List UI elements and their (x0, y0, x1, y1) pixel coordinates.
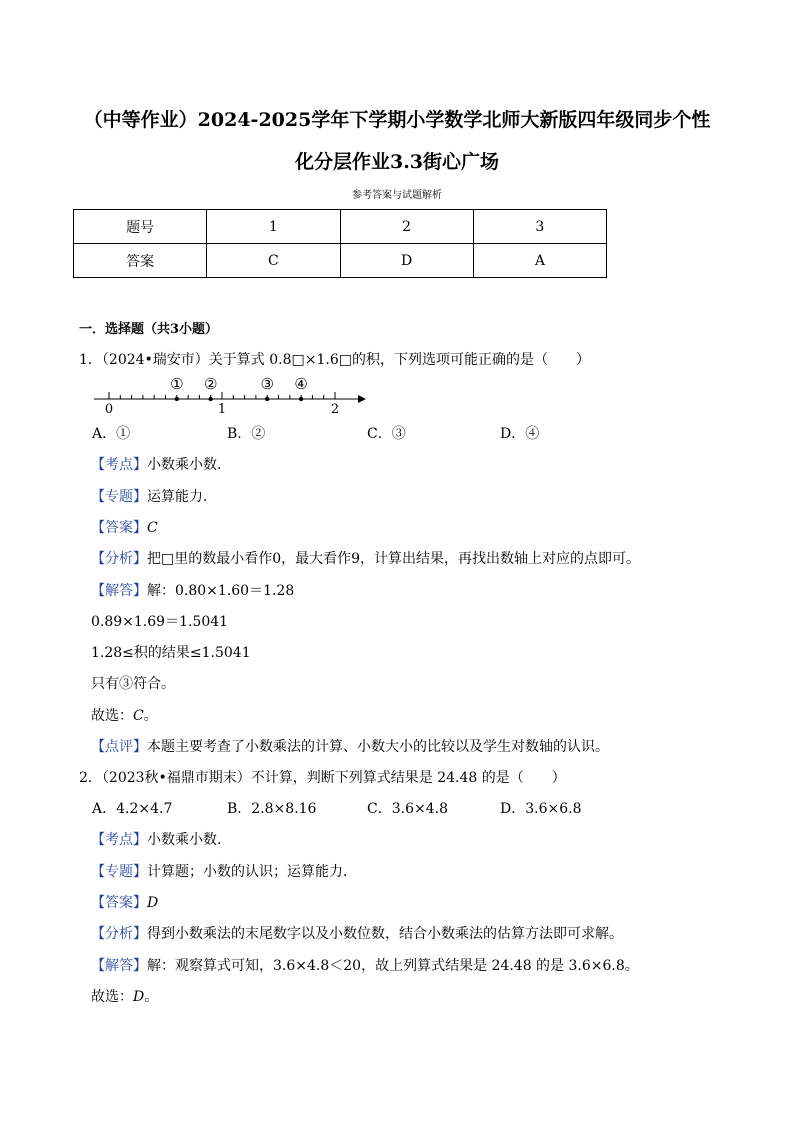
page-title-line-1: （中等作业）2024-2025学年下学期小学数学北师大新版四年级同步个性 (83, 109, 711, 131)
tag-label: 【点评】 (91, 739, 147, 755)
q1-option-a: A．① (92, 426, 131, 442)
kaodian-text: 小数乘小数． (147, 832, 231, 848)
tag-label: 【答案】 (91, 895, 147, 911)
answer-value: C (147, 520, 158, 536)
answer-table-answer-row (74, 244, 607, 278)
q2-fenxi (91, 923, 623, 943)
dianping-text: 本题主要考查了小数乘法的计算、小数大小的比较以及学生对数轴的认识。 (147, 739, 609, 755)
point-marker (175, 397, 179, 401)
q1-dianping (91, 736, 609, 756)
choice-suffix: 。 (143, 708, 158, 724)
q2-choice (91, 986, 158, 1006)
zhuanti-text: 运算能力． (147, 489, 217, 505)
choice-value: D (133, 989, 145, 1005)
q1-working-line: 1.28≤积的结果≤1.5041 (91, 645, 251, 661)
tag-label: 【分析】 (91, 551, 147, 567)
jieda-text: 解：观察算式可知，3.6×4.8＜20，故上列算式结果是 24.48 的是 3.6×6.8。 (147, 958, 639, 974)
q2-option-b: B．2.8×8.16 (227, 801, 317, 817)
choice-prefix: 故选： (91, 989, 133, 1005)
subtitle: 参考答案与试题解析 (352, 190, 442, 201)
tick-label: 2 (330, 402, 340, 416)
choice-prefix: 故选： (91, 708, 133, 724)
question-2-stem: 2．（2023秋•福鼎市期末）不计算，判断下列算式结果是 24.48 的是（ ） (79, 770, 566, 786)
tag-label: 【解答】 (91, 958, 147, 974)
table-cell: D (340, 244, 473, 278)
section-heading: 一．选择题（共3小题） (79, 322, 219, 337)
q2-option-d: D．3.6×6.8 (500, 801, 582, 817)
q1-zhuanti (91, 486, 217, 506)
q2-option-c: C．3.6×4.8 (367, 801, 448, 817)
table-cell: 答案 (74, 244, 207, 278)
number-line (90, 372, 380, 416)
tag-label: 【解答】 (91, 583, 147, 599)
tag-label: 【专题】 (91, 864, 147, 880)
q2-zhuanti (91, 861, 357, 881)
q1-option-b: B．② (227, 426, 266, 442)
page-title-line-2: 化分层作业3.3街心广场 (294, 151, 500, 173)
point-marker (209, 397, 213, 401)
choice-suffix: 。 (144, 989, 159, 1005)
table-cell: 2 (340, 210, 473, 244)
table-cell: 题号 (74, 210, 207, 244)
point-label: ④ (294, 375, 308, 393)
tag-label: 【专题】 (91, 489, 147, 505)
tick-label: 0 (104, 402, 114, 416)
point-label: ③ (260, 375, 274, 393)
point-label: ① (170, 375, 184, 393)
answer-value: D (147, 895, 159, 911)
q1-kaodian (91, 454, 231, 474)
q1-option-c: C．③ (367, 426, 406, 442)
table-cell: A (473, 244, 606, 278)
fenxi-text: 把□里的数最小看作0，最大看作9，计算出结果，再找出数轴上对应的点即可。 (147, 551, 641, 567)
answer-table (73, 209, 607, 278)
q2-answer (91, 892, 158, 912)
point-marker (265, 397, 269, 401)
tick-label: 1 (217, 402, 227, 416)
kaodian-text: 小数乘小数． (147, 457, 231, 473)
question-1-stem: 1．（2024•瑞安市）关于算式 0.8□×1.6□的积，下列选项可能正确的是（ ） (79, 352, 590, 368)
q2-kaodian (91, 829, 231, 849)
point-marker (299, 397, 303, 401)
choice-value: C (133, 708, 144, 724)
q2-option-a: A．4.2×4.7 (92, 801, 173, 817)
table-cell: 3 (473, 210, 606, 244)
q1-fenxi (91, 548, 640, 568)
q1-working-line: 只有③符合。 (91, 676, 175, 692)
table-cell: 1 (207, 210, 340, 244)
tag-label: 【分析】 (91, 926, 147, 942)
tag-label: 【考点】 (91, 832, 147, 848)
fenxi-text: 得到小数乘法的末尾数字以及小数位数，结合小数乘法的估算方法即可求解。 (147, 926, 623, 942)
q1-working-line: 0.89×1.69＝1.5041 (91, 614, 229, 630)
q1-jieda (91, 580, 294, 600)
q1-option-d: D．④ (500, 426, 540, 442)
table-cell: C (207, 244, 340, 278)
tag-label: 【考点】 (91, 457, 147, 473)
tag-label: 【答案】 (91, 520, 147, 536)
q1-choice (91, 705, 158, 725)
point-label: ② (203, 375, 218, 393)
answer-table-header-row (74, 210, 607, 244)
zhuanti-text: 计算题；小数的认识；运算能力． (147, 864, 357, 880)
q2-jieda (91, 955, 639, 975)
jieda-text: 解：0.80×1.60＝1.28 (147, 583, 295, 599)
q1-answer (91, 517, 158, 537)
